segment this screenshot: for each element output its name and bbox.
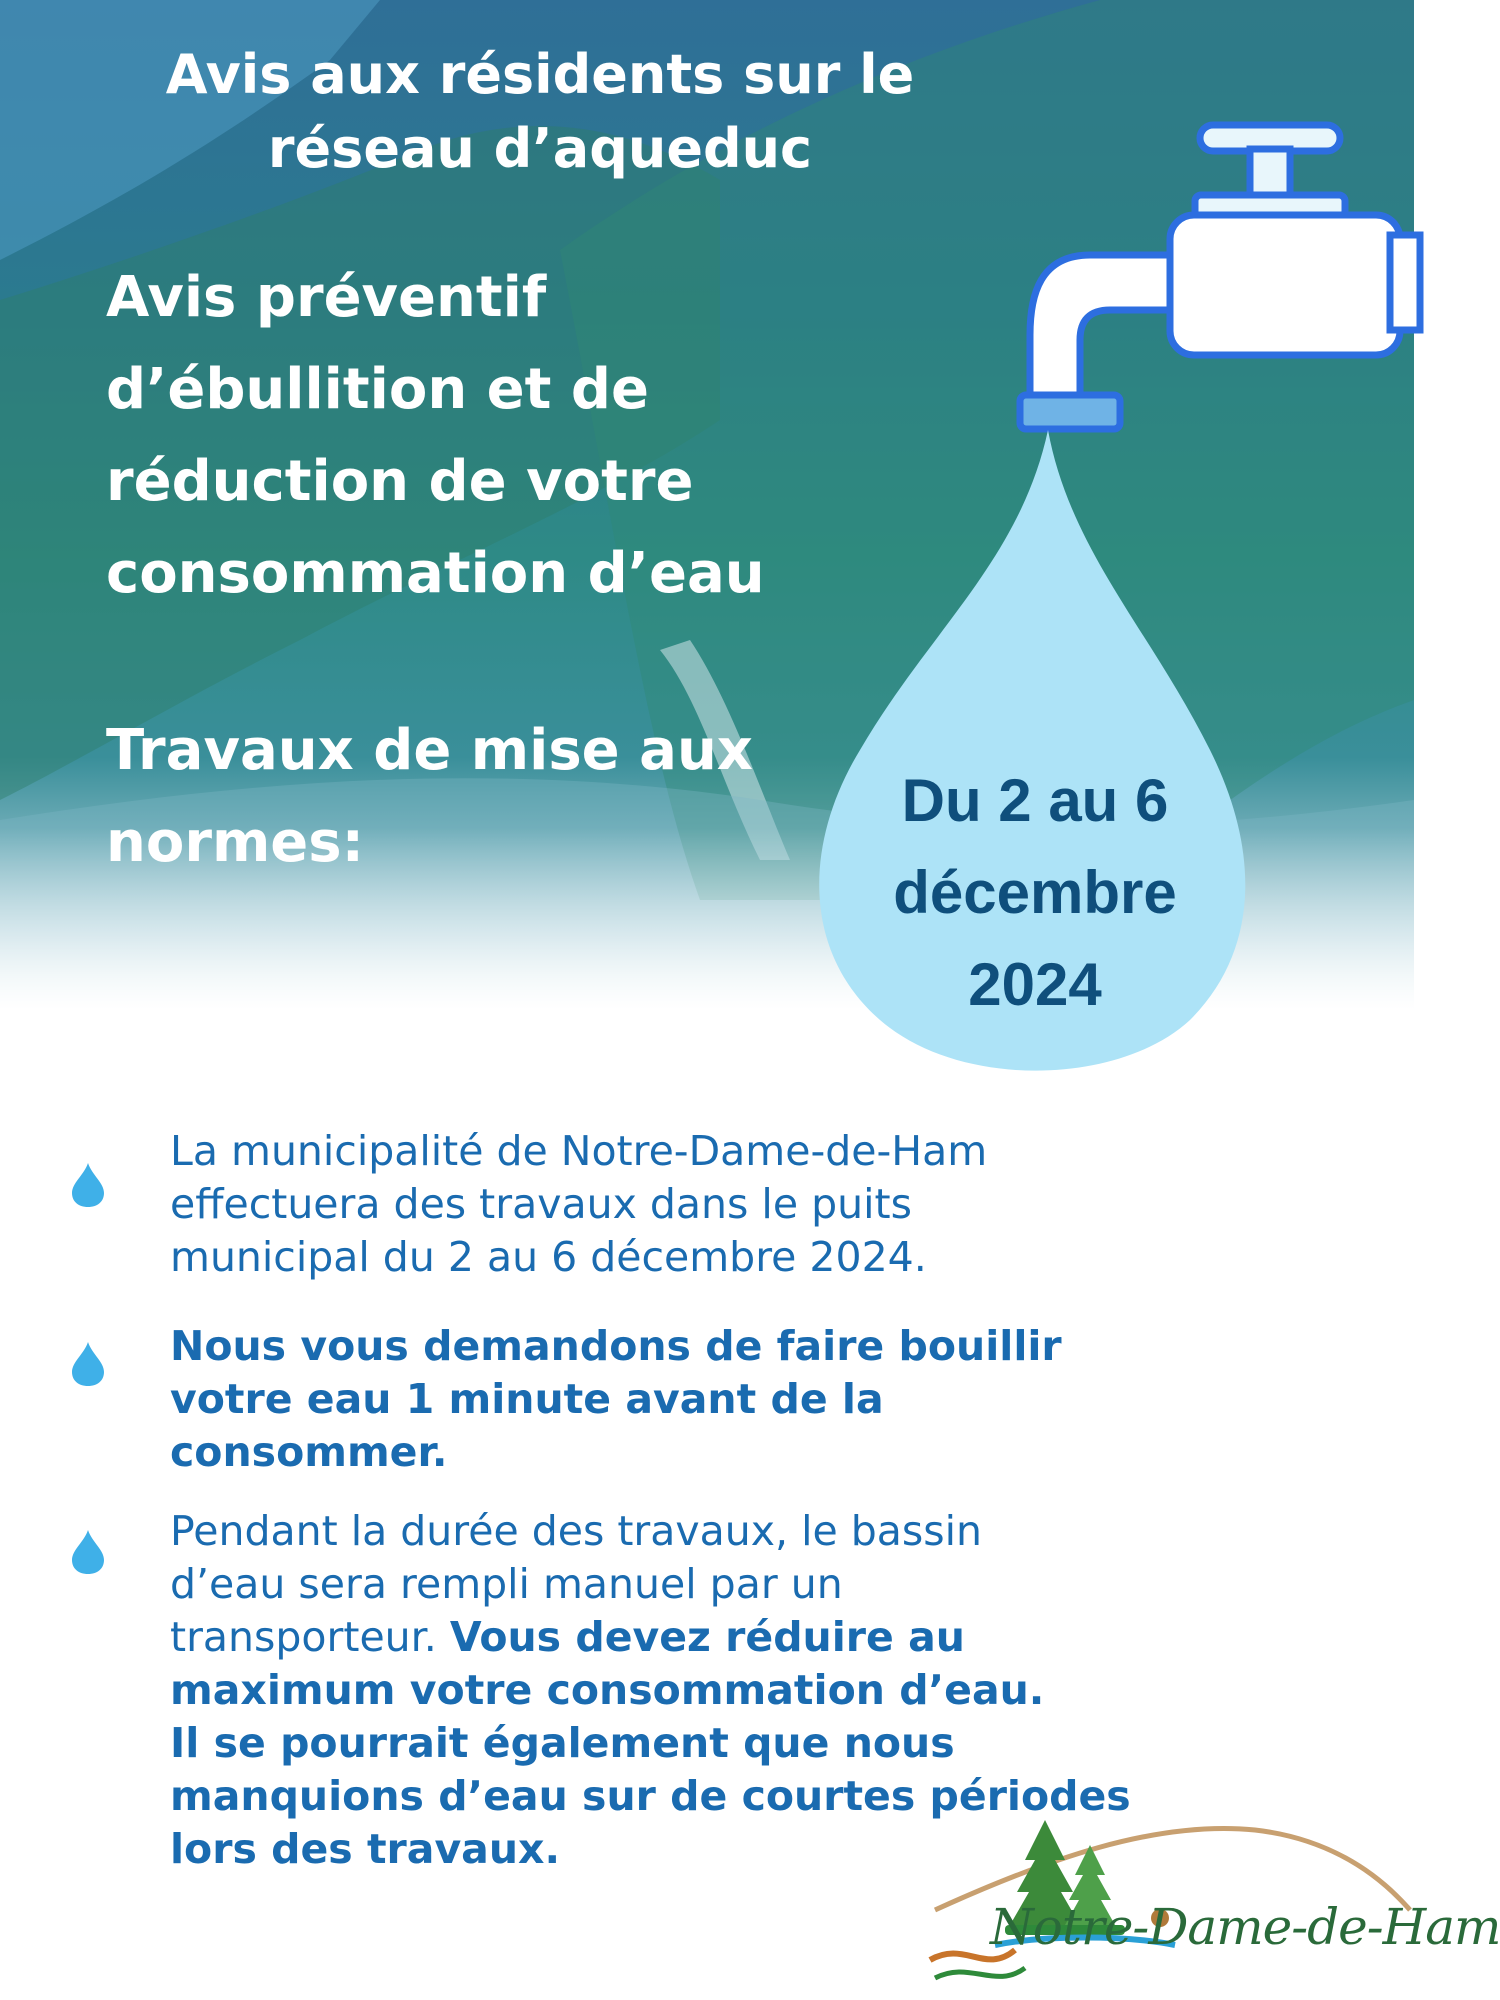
boil-notice-line2: d’ébullition et de (106, 357, 649, 422)
bullet3-line6: manquions d’eau sur de courtes périodes (170, 1772, 1131, 1820)
bullet3-line3 (170, 1611, 1180, 1664)
date-range-line1: Du 2 au 6 (901, 767, 1169, 834)
boil-notice-heading (106, 252, 866, 620)
water-drop-icon (70, 1163, 106, 1207)
date-range-line3: 2024 (968, 951, 1102, 1018)
water-drop-icon (70, 1530, 106, 1574)
logo-wordmark: Notre-Dame-de-Ham (990, 1898, 1500, 1956)
boil-notice-line3: réduction de votre (106, 449, 694, 514)
notice-title-line1: Avis aux résidents sur le (165, 43, 915, 106)
bullet2-line2: votre eau 1 minute avant de la (170, 1375, 884, 1423)
boil-notice-line1: Avis préventif (106, 265, 547, 330)
bullet3-line3-regular: transporteur. (170, 1613, 450, 1661)
bullet3-line4: maximum votre consommation d’eau. (170, 1666, 1045, 1714)
boil-notice-line4: consommation d’eau (106, 541, 765, 606)
works-heading (106, 705, 826, 889)
faucet-icon (1020, 115, 1414, 445)
notice-title (100, 38, 980, 186)
works-heading-line1: Travaux de mise aux (106, 718, 753, 783)
bullet3-line2: d’eau sera rempli manuel par un (170, 1560, 843, 1608)
bullet1-line3: municipal du 2 au 6 décembre 2024. (170, 1233, 927, 1281)
bullet3-line7: lors des travaux. (170, 1825, 561, 1873)
bullet3-line1: Pendant la durée des travaux, le bassin (170, 1507, 983, 1555)
bullet1-line2: effectuera des travaux dans le puits (170, 1180, 912, 1228)
water-drop-icon (70, 1342, 106, 1386)
date-range-line2: décembre (893, 859, 1177, 926)
works-heading-line2: normes: (106, 810, 365, 875)
bullet2-line3: consommer. (170, 1428, 448, 1476)
bullet3-line5: Il se pourrait également que nous (170, 1719, 955, 1767)
bullet3-line3-bold: Vous devez réduire au (449, 1613, 965, 1661)
bullet2-line1: Nous vous demandons de faire bouillir (170, 1322, 1062, 1370)
bullet1-line1: La municipalité de Notre-Dame-de-Ham (170, 1127, 988, 1175)
notice-title-line2: réseau d’aqueduc (267, 117, 813, 180)
date-range (810, 755, 1260, 1031)
